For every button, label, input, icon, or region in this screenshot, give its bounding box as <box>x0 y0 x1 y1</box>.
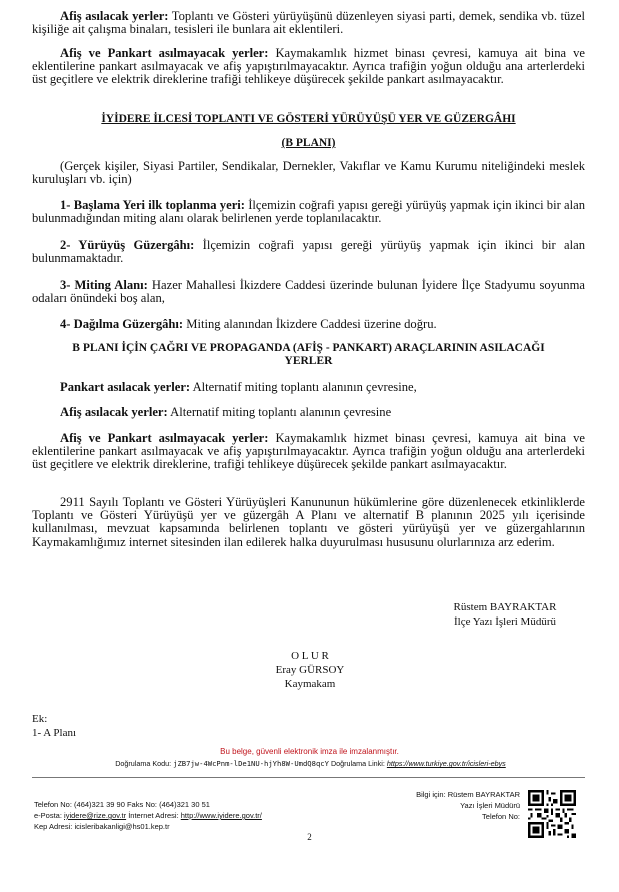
verify-code: jZB7jw-4WcPnm-lDe1NU-hjYh8W-UmdQ8qcY <box>173 759 329 768</box>
approval-olur: O L U R <box>291 650 329 662</box>
verify-link-label: Doğrulama Linki: <box>330 759 385 768</box>
item-label: 4- Dağılma Güzergâhı: <box>60 317 184 331</box>
info-contact: Bilgi için: Rüstem BAYRAKTAR <box>416 790 520 799</box>
email-link[interactable]: iyidere@rize.gov.tr <box>64 811 127 820</box>
item-dispersal-route <box>32 318 585 331</box>
no-poster-paragraph <box>32 47 585 87</box>
verify-code-label: Doğrulama Kodu: <box>115 759 172 768</box>
contact-phone: Telefon No: (464)321 39 90 Faks No: (464)321 30 51 <box>34 800 210 809</box>
signer-title: İlçe Yazı İşleri Müdürü <box>453 616 557 628</box>
intro-paragraph: (Gerçek kişiler, Siyasi Partiler, Sendikalar, Dernekler, Vakıflar ve Kamu Kurumu niteliğindeki meslek kuruluşları vb. için) <box>32 159 585 187</box>
b-label: Afiş ve Pankart asılmayacak yerler: <box>60 431 269 445</box>
info-block <box>380 789 520 822</box>
info-phone: Telefon No: <box>482 812 520 821</box>
info-title: Yazı İşleri Müdürü <box>460 801 520 810</box>
qr-code-icon <box>528 790 576 838</box>
no-poster-text: Kaymakamlık hizmet binası çevresi, kamuya ait bina ve eklentilerine pankart asılmayacak ve afiş yapıştırılmayacaktır. Ayrıca trafiğin yoğun olduğu ana arterlerdeki üst geçitlere ve elektrik direklerine trafiği tehlikeye düşürecek şekilde pankart asılmayacaktır. <box>32 46 585 87</box>
footer-divider <box>32 777 585 778</box>
signer-block <box>430 600 580 630</box>
b-poster-places <box>32 406 585 419</box>
web-label: İnternet Adresi: <box>128 811 179 820</box>
main-heading: İYİDERE İLCESİ TOPLANTI VE GÖSTERİ YÜRÜYÜŞÜ YER VE GÜZERGÂHI <box>101 113 516 125</box>
item-label: 3- Miting Alanı: <box>60 278 148 292</box>
approval-name: Eray GÜRSOY <box>275 664 345 676</box>
poster-places-text: Toplantı ve Gösteri yürüyüşünü düzenleyen siyasi parti, demek, sendika vb. tüzel kişiliğe ait çalışma binaları, tesisleri ile bunlara ait eklentileri. <box>32 9 585 37</box>
b-text: Alternatif miting toplantı alanının çevresine, <box>190 380 417 394</box>
item-start-location <box>32 199 585 225</box>
item-march-route <box>32 239 585 265</box>
item-label: 2- Yürüyüş Güzergâhı: <box>60 238 195 252</box>
approval-block <box>200 649 420 691</box>
b-text: Alternatif miting toplantı alanının çevresine <box>167 405 392 419</box>
closing-paragraph: 2911 Sayılı Toplantı ve Gösteri Yürüyüşleri Kanununun hükümlerine göre düzenlenecek etkinliklerde Toplantı ve Gösteri Yürüyüşü yer ve güzergâh A Planı ve alternatif B planının 2025 yılı içerisinde kullanılması, mevzuat kapsamında belirlenen toplantı ve gösteri yürüyüşü yer ve güzergahlarının Kaymakamlığımız internet sitesinden ilan edilerek halka duyurulması hususunu olurlarınıza arz ederim. <box>32 495 585 549</box>
b-label: Afiş asılacak yerler: <box>60 405 168 419</box>
email-label: e-Posta: <box>34 811 62 820</box>
b-no-poster-places <box>32 432 585 472</box>
verification-line <box>38 759 583 768</box>
b-text: Kaymakamlık hizmet binası çevresi, kamuya ait bina ve eklentilerine pankart asılmayacak ve afiş yapıştırılmayacaktır. Ayrıca trafiğin yoğun olduğu ana arterlerdeki üst geçitlere ve elektrik direklerine, trafiği tehlikeye düşürecek şekilde pankart asılmayacaktır. <box>32 431 585 472</box>
item-text: İlçemizin coğrafi yapısı gereği yürüyüş yapmak için ikinci bir alan bulunmamaktadır. <box>32 238 585 266</box>
web-link[interactable]: http://www.iyidere.gov.tr/ <box>180 811 262 820</box>
attachments-label: Ek: <box>32 713 48 725</box>
verify-link[interactable]: https://www.turkiye.gov.tr/icisleri-ebys <box>386 759 506 768</box>
item-text: Hazer Mahallesi İkizdere Caddesi üzerinde bulunan İyidere İlçe Stadyumu soyunma odaları önündeki boş alan, <box>32 278 585 306</box>
contact-block <box>34 799 262 832</box>
b-label: Pankart asılacak yerler: <box>60 380 191 394</box>
poster-places-label: Afiş asılacak yerler: <box>60 9 169 23</box>
esign-note: Bu belge, güvenli elektronik imza ile imzalanmıştır. <box>220 747 399 756</box>
approval-title: Kaymakam <box>284 678 336 690</box>
item-text: İlçemizin coğrafi yapısı gereği yürüyüş yapmak için ikinci bir alan bulunmadığından miting alanı olarak belirlenen yerde toplanılacaktır. <box>32 198 585 226</box>
attachments-block <box>32 712 76 740</box>
attachment-item: 1- A Planı <box>32 727 77 739</box>
page-number: 2 <box>307 832 312 842</box>
kep-address: Kep Adresi: icisleribakanligi@hs01.kep.tr <box>34 822 170 831</box>
item-text: Miting alanından İkizdere Caddesi üzerine doğru. <box>183 317 437 331</box>
item-meeting-area <box>32 279 585 305</box>
signer-name: Rüstem BAYRAKTAR <box>453 601 557 613</box>
b-plan-heading: B PLANI İÇİN ÇAĞRI VE PROPAGANDA (AFİŞ - PANKART) ARAÇLARININ ASILACAĞI YERLER <box>72 342 545 367</box>
item-label: 1- Başlama Yeri ilk toplanma yeri: <box>60 198 245 212</box>
poster-places-paragraph <box>32 10 585 36</box>
no-poster-label: Afiş ve Pankart asılmayacak yerler: <box>60 46 269 60</box>
b-banner-places <box>32 381 585 394</box>
plan-heading: (B PLANI) <box>281 137 336 149</box>
